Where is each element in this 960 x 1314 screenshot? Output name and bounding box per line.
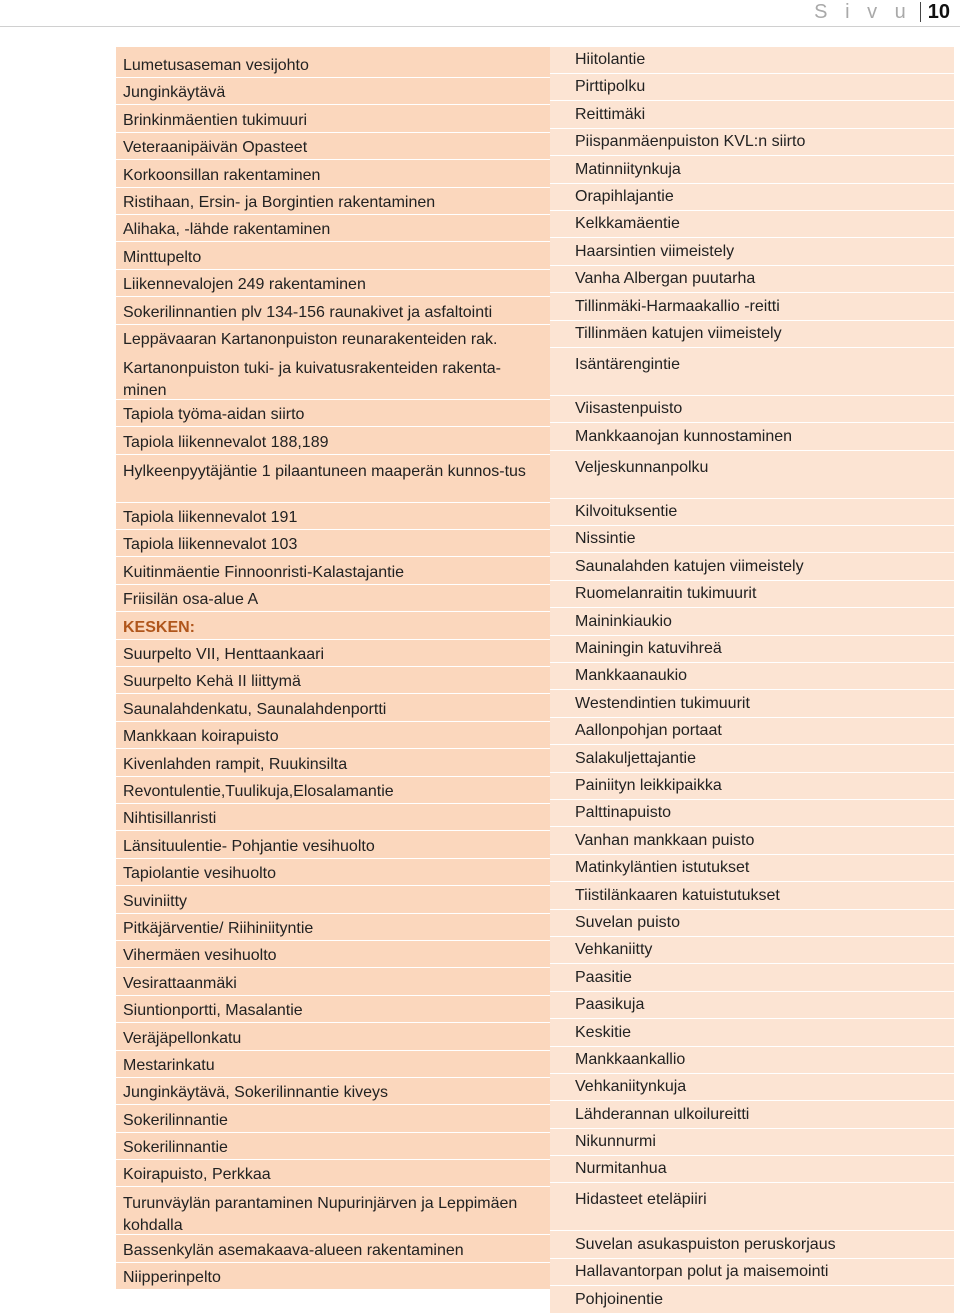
table-row (550, 1129, 954, 1156)
table-row (116, 325, 550, 352)
row-text: Nikunnurmi (575, 1133, 656, 1151)
row-text: Turunväylän parantaminen Nupurinjärven ja Leppimäen kohdalla (123, 1195, 518, 1235)
table-row (550, 499, 954, 526)
table-row (116, 215, 550, 242)
row-text: Vanhan mankkaan puisto (575, 831, 755, 849)
row-text: Westendintien tukimuurit (575, 694, 750, 712)
page-number: 10 (927, 0, 950, 23)
row-text: Pirttipolku (575, 78, 646, 96)
table-row (116, 914, 550, 941)
table-row (116, 352, 550, 400)
table-row (116, 612, 550, 639)
row-text: Salakuljettajantie (575, 749, 696, 767)
row-text: Lähderannan ulkoilureitti (575, 1105, 750, 1123)
row-text: Saunalahden katujen viimeistely (575, 557, 804, 575)
table-row (550, 266, 954, 293)
row-text: Painiityn leikkipaikka (575, 776, 722, 794)
table-row (116, 427, 550, 454)
row-text: Sokerilinnantien plv 134-156 raunakivet ja asfaltointi (123, 303, 493, 321)
row-text: Lumetusaseman vesijohto (123, 57, 309, 74)
row-text: Junginkäytävä (123, 84, 226, 102)
row-text: Hallavantorpan polut ja maisemointi (575, 1263, 829, 1281)
table-row (116, 188, 550, 215)
table-row (550, 1259, 954, 1286)
row-text: Vesirattaanmäki (123, 974, 237, 992)
right-column (550, 47, 954, 1314)
row-text: Kilvoituksentie (575, 503, 678, 521)
table-row (116, 270, 550, 297)
table-row (550, 1019, 954, 1046)
row-text: Leppävaaran Kartanonpuiston reunarakenteiden rak. (123, 330, 498, 348)
row-text: Maininkiaukio (575, 612, 672, 630)
table-row (116, 886, 550, 913)
table-row (550, 937, 954, 964)
left-column (116, 47, 550, 1290)
row-text: Tillinmäen katujen viimeistely (575, 324, 782, 342)
table-row (550, 1231, 954, 1258)
row-text: Kuitinmäentie Finnoonristi-Kalastajantie (123, 563, 405, 581)
row-text: Suvelan puisto (575, 913, 680, 931)
row-text: Hiitolantie (575, 51, 646, 68)
table-row (116, 78, 550, 105)
page-separator (920, 2, 921, 22)
table-row (550, 553, 954, 580)
table-row (116, 47, 550, 78)
row-text: Tiistilänkaaren katuistutukset (575, 886, 780, 904)
row-text: Hidasteet eteläpiiri (575, 1191, 707, 1209)
table-row (550, 882, 954, 909)
table-row (550, 321, 954, 348)
row-text: Mankkaankallio (575, 1050, 686, 1068)
table-row (550, 101, 954, 128)
row-text: Suurpelto Kehä II liittymä (123, 673, 301, 691)
row-text: Ristihaan, Ersin- ja Borgintien rakentaminen (123, 193, 436, 211)
table-row (116, 996, 550, 1023)
table-row (550, 74, 954, 101)
table-row (550, 451, 954, 499)
table-row (550, 1047, 954, 1074)
row-text: Veteraanipäivän Opasteet (123, 139, 308, 157)
row-text: Tapiola työma-aidan siirto (123, 406, 305, 424)
row-text: Mainingin katuvihreä (575, 640, 722, 658)
row-text: Veräjäpellonkatu (123, 1029, 242, 1047)
row-text: Nissintie (575, 530, 636, 548)
row-text: Nihtisillanristi (123, 810, 217, 828)
row-text: Vehkaniitty (575, 941, 653, 959)
table-row (550, 526, 954, 553)
table-row (550, 1156, 954, 1183)
row-text: Vanha Albergan puutarha (575, 270, 756, 288)
table-row (550, 745, 954, 772)
row-text: Minttupelto (123, 248, 202, 266)
table-row (550, 992, 954, 1019)
row-text: Liikennevalojen 249 rakentaminen (123, 276, 366, 294)
row-text: Matinkyläntien istutukset (575, 859, 750, 877)
table-row (116, 585, 550, 612)
row-text: Aallonpohjan portaat (575, 722, 722, 740)
table-row (116, 777, 550, 804)
table-row (116, 1160, 550, 1187)
row-text: Reittimäki (575, 105, 646, 123)
row-text: Keskitie (575, 1023, 632, 1041)
row-text: Viisastenpuisto (575, 400, 683, 418)
table-row (550, 1101, 954, 1128)
page-label: S i v u (814, 0, 912, 23)
row-text: Tapiolantie vesihuolto (123, 865, 276, 883)
row-text: Nurmitanhua (575, 1160, 667, 1178)
table-row (116, 667, 550, 694)
table-row (550, 396, 954, 423)
table-row (550, 773, 954, 800)
table-row (550, 581, 954, 608)
table-row (116, 297, 550, 324)
table-row (116, 859, 550, 886)
table-row (550, 211, 954, 238)
row-text: Kivenlahden rampit, Ruukinsilta (123, 755, 348, 773)
row-text: Bassenkylän asemakaava-alueen rakentaminen (123, 1241, 464, 1259)
row-text: Länsituulentie- Pohjantie vesihuolto (123, 837, 375, 855)
row-text: Ruomelanraitin tukimuurit (575, 585, 757, 603)
row-text: Kelkkamäentie (575, 215, 680, 233)
row-text: Mestarinkatu (123, 1056, 215, 1074)
row-text: Siuntionportti, Masalantie (123, 1002, 303, 1020)
row-text: Matinniitynkuja (575, 160, 681, 178)
row-text: Junginkäytävä, Sokerilinnantie kiveys (123, 1084, 389, 1102)
row-text: Mankkaanaukio (575, 667, 688, 685)
table-row (550, 156, 954, 183)
table-row (116, 1263, 550, 1290)
row-text: Tillinmäki-Harmaakallio -reitti (575, 297, 780, 315)
row-text: Paasikuja (575, 996, 645, 1014)
table-row (116, 400, 550, 427)
table-row (116, 1023, 550, 1050)
row-text: Isäntärengintie (575, 355, 680, 373)
table-row (550, 608, 954, 635)
row-text: Kartanonpuiston tuki- ja kuivatusrakenteiden rakenta-minen (123, 359, 501, 399)
row-text: Koirapuisto, Perkkaa (123, 1166, 271, 1184)
table-row (116, 1078, 550, 1105)
row-text: Suviniitty (123, 892, 188, 910)
table-row (550, 827, 954, 854)
table-row (550, 690, 954, 717)
row-text: Mankkaanojan kunnostaminen (575, 427, 793, 445)
table-row (550, 423, 954, 450)
row-text: Orapihlajantie (575, 187, 674, 205)
table-row (116, 455, 550, 503)
table-row (550, 348, 954, 396)
row-text: Mankkaan koirapuisto (123, 728, 279, 746)
table-row (116, 941, 550, 968)
table-row (550, 910, 954, 937)
row-text: Sokerilinnantie (123, 1111, 228, 1129)
table-row (550, 1074, 954, 1101)
row-text: Tapiola liikennevalot 191 (123, 509, 298, 527)
table-row (550, 238, 954, 265)
table-row (116, 831, 550, 858)
row-text: Pohjoinentie (575, 1290, 664, 1308)
table-row (116, 804, 550, 831)
table-row (116, 1105, 550, 1132)
row-text: Korkoonsillan rakentaminen (123, 166, 321, 184)
table-row (550, 663, 954, 690)
row-text: Friisilän osa-alue A (123, 591, 259, 609)
row-text: Saunalahdenkatu, Saunalahdenportti (123, 700, 387, 718)
table-row (116, 722, 550, 749)
row-text: Piispanmäenpuiston KVL:n siirto (575, 133, 806, 151)
table-row (116, 133, 550, 160)
row-text: Tapiola liikennevalot 188,189 (123, 433, 329, 451)
table-row (550, 293, 954, 320)
row-text: KESKEN: (123, 618, 196, 636)
table-row (116, 557, 550, 584)
table-row (550, 855, 954, 882)
table-row (550, 129, 954, 156)
row-text: Paasitie (575, 968, 632, 986)
table-row (116, 242, 550, 269)
page-header (814, 0, 950, 24)
row-text: Hylkeenpyytäjäntie 1 pilaantuneen maaperän kunnos-tus (123, 462, 526, 480)
row-text: Vihermäen vesihuolto (123, 947, 277, 965)
row-text: Haarsintien viimeistely (575, 242, 735, 260)
table-row (116, 640, 550, 667)
row-text: Pitkäjärventie/ Riihiniityntie (123, 919, 314, 937)
row-text: Suvelan asukaspuiston peruskorjaus (575, 1235, 836, 1253)
table-row (550, 1183, 954, 1231)
table-row (550, 47, 954, 74)
table-row (550, 800, 954, 827)
row-text: Tapiola liikennevalot 103 (123, 536, 298, 554)
table-row (116, 694, 550, 721)
table-row (550, 1286, 954, 1313)
row-text: Vehkaniitynkuja (575, 1078, 687, 1096)
table-row (116, 1187, 550, 1235)
table-row (550, 718, 954, 745)
table-row (116, 160, 550, 187)
table-row (550, 636, 954, 663)
row-text: Veljeskunnanpolku (575, 458, 709, 476)
row-text: Niipperinpelto (123, 1269, 221, 1287)
row-text: Sokerilinnantie (123, 1139, 228, 1157)
row-text: Alihaka, -lähde rakentaminen (123, 221, 331, 239)
table-row (116, 105, 550, 132)
table-row (550, 184, 954, 211)
table-row (116, 968, 550, 995)
table-row (116, 503, 550, 530)
table-row (116, 1051, 550, 1078)
table-row (550, 964, 954, 991)
table-row (116, 749, 550, 776)
row-text: Revontulentie,Tuulikuja,Elosalamantie (123, 782, 394, 800)
table-row (116, 1235, 550, 1262)
table-row (116, 1133, 550, 1160)
row-text: Palttinapuisto (575, 804, 672, 822)
row-text: Suurpelto VII, Henttaankaari (123, 646, 325, 664)
header-rule (0, 26, 960, 27)
row-text: Brinkinmäentien tukimuuri (123, 111, 308, 129)
table-row (116, 530, 550, 557)
